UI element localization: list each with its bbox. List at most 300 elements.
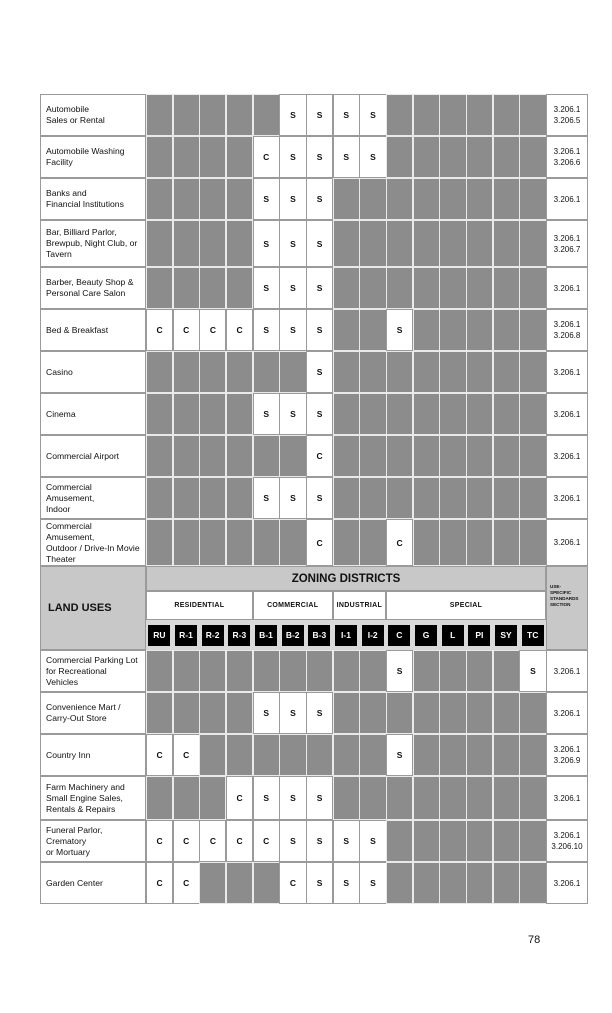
district-cell (173, 94, 200, 136)
district-cell (359, 220, 386, 267)
district-cell (519, 94, 546, 136)
district-cell (386, 267, 413, 309)
district-cell (413, 776, 440, 820)
standards-reference: 3.206.1 3.206.8 (546, 309, 588, 351)
district-code-cell (253, 620, 280, 650)
land-use-name: Convenience Mart / Carry-Out Store (40, 692, 146, 734)
district-cell (199, 776, 226, 820)
land-use-name: Commercial Parking Lot for Recreational Vehicles (40, 650, 146, 692)
district-cell (359, 351, 386, 393)
district-cell: S (306, 820, 333, 862)
district-cell: C (253, 136, 280, 178)
district-cell (199, 351, 226, 393)
district-cell (199, 734, 226, 776)
district-cell: C (306, 435, 333, 477)
district-cell: C (146, 309, 173, 351)
district-cell (466, 393, 493, 435)
district-cell: S (279, 477, 306, 519)
district-cell: S (386, 734, 413, 776)
district-group-2: INDUSTRIAL (333, 591, 386, 620)
district-cell (439, 519, 466, 566)
district-cell (493, 94, 520, 136)
district-cell (146, 178, 173, 220)
district-cell (279, 650, 306, 692)
district-cell (493, 136, 520, 178)
district-cell (359, 267, 386, 309)
district-cell (493, 862, 520, 904)
district-cell (333, 309, 360, 351)
district-cell (466, 94, 493, 136)
district-cell (493, 776, 520, 820)
standards-reference: 3.206.1 (546, 178, 588, 220)
district-cell: S (253, 220, 280, 267)
district-cell: S (253, 393, 280, 435)
district-cell (173, 178, 200, 220)
district-cell (413, 692, 440, 734)
district-code: PI (468, 625, 490, 646)
district-cell: S (279, 820, 306, 862)
district-cell (359, 519, 386, 566)
district-cell: C (199, 309, 226, 351)
standards-reference: 3.206.1 (546, 692, 588, 734)
district-cell: S (306, 178, 333, 220)
district-cell (519, 435, 546, 477)
district-cell (413, 650, 440, 692)
district-cell: S (279, 178, 306, 220)
district-cell (253, 862, 280, 904)
table-row (40, 519, 588, 566)
district-cell (226, 136, 253, 178)
table-row (40, 734, 588, 776)
district-code: R-1 (175, 625, 197, 646)
district-cell: S (279, 393, 306, 435)
district-cell (306, 734, 333, 776)
district-cell (413, 136, 440, 178)
standards-reference: 3.206.1 (546, 650, 588, 692)
district-cell (493, 435, 520, 477)
district-code-cell (146, 620, 173, 650)
district-cell (493, 692, 520, 734)
district-code-cell (386, 620, 413, 650)
district-cell (439, 776, 466, 820)
district-cell (439, 862, 466, 904)
district-cell (279, 351, 306, 393)
land-uses-header: LAND USES (40, 566, 146, 650)
district-code-cell (279, 620, 306, 650)
district-cell (333, 734, 360, 776)
district-cell: S (279, 309, 306, 351)
district-cell (306, 650, 333, 692)
district-cell (413, 309, 440, 351)
district-cell: S (306, 477, 333, 519)
district-cell (226, 692, 253, 734)
district-cell: S (253, 178, 280, 220)
district-cell (279, 435, 306, 477)
district-cell (519, 393, 546, 435)
district-cell: S (359, 820, 386, 862)
district-cell (466, 178, 493, 220)
district-code: RU (148, 625, 170, 646)
district-cell: S (386, 309, 413, 351)
district-cell (519, 820, 546, 862)
district-cell (386, 178, 413, 220)
district-cell (333, 692, 360, 734)
district-cell (199, 650, 226, 692)
table-row (40, 309, 588, 351)
district-cell (413, 178, 440, 220)
district-cell (199, 220, 226, 267)
district-cell: C (306, 519, 333, 566)
district-cell (253, 435, 280, 477)
land-use-name: Commercial Amusement, Outdoor / Drive-In Movie Theater (40, 519, 146, 566)
district-cell: C (253, 820, 280, 862)
district-cell: S (279, 776, 306, 820)
district-cell: S (333, 136, 360, 178)
district-cell (199, 267, 226, 309)
district-cell (413, 94, 440, 136)
district-cell (226, 393, 253, 435)
district-cell (466, 351, 493, 393)
district-cell (146, 776, 173, 820)
standards-reference: 3.206.1 3.206.6 (546, 136, 588, 178)
district-cell: C (279, 862, 306, 904)
district-cell (466, 220, 493, 267)
district-cell (199, 692, 226, 734)
standards-reference: 3.206.1 (546, 267, 588, 309)
district-cell (413, 351, 440, 393)
standards-reference: 3.206.1 (546, 351, 588, 393)
district-cell (226, 519, 253, 566)
district-cell (386, 477, 413, 519)
district-cell (466, 435, 493, 477)
district-cell (466, 820, 493, 862)
district-cell (333, 477, 360, 519)
district-cell (146, 267, 173, 309)
zoning-districts-header: ZONING DISTRICTS (146, 566, 546, 591)
district-cell (519, 692, 546, 734)
district-code-cell (226, 620, 253, 650)
district-cell (466, 692, 493, 734)
district-cell (199, 393, 226, 435)
table-row (40, 435, 588, 477)
district-cell: S (359, 862, 386, 904)
district-cell: C (146, 734, 173, 776)
district-cell (493, 734, 520, 776)
district-cell: C (199, 820, 226, 862)
district-cell (493, 477, 520, 519)
district-cell (226, 178, 253, 220)
district-cell (466, 267, 493, 309)
standards-reference: 3.206.1 3.206.9 (546, 734, 588, 776)
district-cell (386, 136, 413, 178)
district-cell (146, 519, 173, 566)
district-cell: S (279, 692, 306, 734)
district-cell (359, 734, 386, 776)
district-cell: S (333, 94, 360, 136)
district-cell (333, 267, 360, 309)
land-use-name: Commercial Airport (40, 435, 146, 477)
district-code-cell (519, 620, 546, 650)
district-cell (333, 519, 360, 566)
district-cell (493, 820, 520, 862)
district-cell (519, 519, 546, 566)
district-cell: S (306, 220, 333, 267)
district-cell (439, 435, 466, 477)
district-cell: S (306, 351, 333, 393)
land-use-name: Bar, Billiard Parlor, Brewpub, Night Club, or Tavern (40, 220, 146, 267)
district-cell (519, 309, 546, 351)
table-header (40, 566, 588, 650)
standards-reference: 3.206.1 (546, 477, 588, 519)
district-cell (199, 862, 226, 904)
district-cell: S (306, 309, 333, 351)
district-cell (253, 734, 280, 776)
district-cell (226, 650, 253, 692)
district-cell (199, 94, 226, 136)
district-cell (359, 435, 386, 477)
district-cell: S (253, 776, 280, 820)
district-cell (199, 477, 226, 519)
district-cell (359, 393, 386, 435)
district-code-cell (413, 620, 440, 650)
land-use-name: Cinema (40, 393, 146, 435)
district-cell (439, 650, 466, 692)
district-cell (386, 692, 413, 734)
district-cell: S (279, 267, 306, 309)
district-code: L (442, 625, 464, 646)
district-cell (146, 393, 173, 435)
district-cell (253, 519, 280, 566)
district-cell (439, 393, 466, 435)
district-cell (359, 477, 386, 519)
district-cell (253, 94, 280, 136)
district-cell: C (173, 309, 200, 351)
use-specific-standards-header: USE- SPECIFIC STANDARDS SECTION (546, 566, 588, 650)
district-code-cell (306, 620, 333, 650)
district-cell: S (306, 267, 333, 309)
district-cell (466, 862, 493, 904)
district-code: G (415, 625, 437, 646)
district-cell (439, 267, 466, 309)
district-cell (519, 178, 546, 220)
district-cell (519, 862, 546, 904)
table-row (40, 178, 588, 220)
district-cell (439, 309, 466, 351)
district-cell (466, 650, 493, 692)
district-cell (146, 650, 173, 692)
district-cell: S (333, 820, 360, 862)
district-cell (519, 136, 546, 178)
district-cell (386, 220, 413, 267)
district-cell (413, 519, 440, 566)
standards-reference: 3.206.1 (546, 862, 588, 904)
district-cell (493, 309, 520, 351)
district-cell (386, 862, 413, 904)
district-code-cell (493, 620, 520, 650)
district-cell (199, 178, 226, 220)
district-cell (359, 309, 386, 351)
district-cell (173, 351, 200, 393)
district-cell (493, 220, 520, 267)
table-row (40, 862, 588, 904)
table-row (40, 650, 588, 692)
district-cell (279, 734, 306, 776)
district-cell (333, 393, 360, 435)
district-code-cell (333, 620, 360, 650)
district-cell (199, 519, 226, 566)
district-code: C (388, 625, 410, 646)
district-cell (519, 734, 546, 776)
standards-reference: 3.206.1 (546, 519, 588, 566)
district-code-cell (199, 620, 226, 650)
district-code: B-3 (308, 625, 330, 646)
district-cell (413, 220, 440, 267)
district-cell (226, 435, 253, 477)
district-cell (226, 94, 253, 136)
district-cell: S (253, 267, 280, 309)
district-cell (199, 435, 226, 477)
land-use-name: Automobile Sales or Rental (40, 94, 146, 136)
district-cell (146, 477, 173, 519)
district-cell (519, 220, 546, 267)
district-cell (173, 267, 200, 309)
district-group-0: RESIDENTIAL (146, 591, 253, 620)
district-code: I-1 (335, 625, 357, 646)
district-group-3: SPECIAL (386, 591, 546, 620)
district-cell (439, 477, 466, 519)
district-cell (439, 94, 466, 136)
district-cell: S (306, 136, 333, 178)
district-cell (439, 692, 466, 734)
land-use-name: Country Inn (40, 734, 146, 776)
standards-reference: 3.206.1 3.206.10 (546, 820, 588, 862)
district-cell (439, 820, 466, 862)
district-cell (199, 136, 226, 178)
district-code: R-2 (202, 625, 224, 646)
district-cell (359, 650, 386, 692)
district-cell (413, 435, 440, 477)
table-row (40, 351, 588, 393)
district-code-cell (466, 620, 493, 650)
district-cell (146, 692, 173, 734)
district-cell: C (173, 820, 200, 862)
table-row (40, 776, 588, 820)
district-code-cell (359, 620, 386, 650)
district-cell: C (173, 862, 200, 904)
district-cell (386, 776, 413, 820)
district-cell: S (253, 692, 280, 734)
district-cell (386, 820, 413, 862)
district-cell: C (226, 776, 253, 820)
district-cell (386, 94, 413, 136)
table-row (40, 692, 588, 734)
district-cell (413, 734, 440, 776)
district-cell (493, 393, 520, 435)
table-row (40, 820, 588, 862)
district-cell (439, 351, 466, 393)
standards-reference: 3.206.1 (546, 435, 588, 477)
district-cell: S (306, 776, 333, 820)
district-cell (173, 692, 200, 734)
district-code: B-2 (282, 625, 304, 646)
district-cell (493, 267, 520, 309)
land-use-name: Automobile Washing Facility (40, 136, 146, 178)
district-cell (519, 477, 546, 519)
district-code: SY (495, 625, 517, 646)
district-cell (519, 776, 546, 820)
district-cell (226, 734, 253, 776)
district-cell (439, 220, 466, 267)
land-use-name: Farm Machinery and Small Engine Sales, Rentals & Repairs (40, 776, 146, 820)
district-cell (439, 136, 466, 178)
district-cell (466, 776, 493, 820)
district-cell: S (306, 692, 333, 734)
district-cell (493, 650, 520, 692)
district-cell (226, 267, 253, 309)
district-cell (466, 519, 493, 566)
district-cell: S (519, 650, 546, 692)
district-cell (413, 820, 440, 862)
district-cell: S (359, 94, 386, 136)
district-cell: C (386, 519, 413, 566)
table-row (40, 94, 588, 136)
district-cell (359, 692, 386, 734)
table-row (40, 136, 588, 178)
land-use-name: Barber, Beauty Shop & Personal Care Salon (40, 267, 146, 309)
district-cell (359, 178, 386, 220)
land-use-name: Commercial Amusement, Indoor (40, 477, 146, 519)
district-cell (173, 519, 200, 566)
district-cell (146, 94, 173, 136)
district-code: R-3 (228, 625, 250, 646)
district-cell (493, 178, 520, 220)
district-cell: C (226, 309, 253, 351)
district-group-1: COMMERCIAL (253, 591, 333, 620)
table-row (40, 477, 588, 519)
district-cell: S (386, 650, 413, 692)
district-cell: S (359, 136, 386, 178)
standards-reference: 3.206.1 (546, 393, 588, 435)
district-cell (493, 519, 520, 566)
district-cell (226, 351, 253, 393)
land-use-name: Garden Center (40, 862, 146, 904)
district-code: B-1 (255, 625, 277, 646)
district-code: TC (522, 625, 544, 646)
district-cell: C (226, 820, 253, 862)
district-cell (439, 178, 466, 220)
district-cell (493, 351, 520, 393)
district-cell (146, 435, 173, 477)
district-cell (386, 435, 413, 477)
table-row (40, 220, 588, 267)
district-cell (413, 267, 440, 309)
district-cell (413, 477, 440, 519)
district-cell (386, 393, 413, 435)
district-code-cell (173, 620, 200, 650)
district-cell (359, 776, 386, 820)
district-code-cell (439, 620, 466, 650)
district-code: I-2 (362, 625, 384, 646)
district-cell: S (279, 136, 306, 178)
land-use-name: Bed & Breakfast (40, 309, 146, 351)
district-cell (466, 309, 493, 351)
district-cell (146, 351, 173, 393)
district-cell (413, 862, 440, 904)
district-cell (173, 477, 200, 519)
district-cell (466, 734, 493, 776)
district-cell: C (173, 734, 200, 776)
district-cell (413, 393, 440, 435)
